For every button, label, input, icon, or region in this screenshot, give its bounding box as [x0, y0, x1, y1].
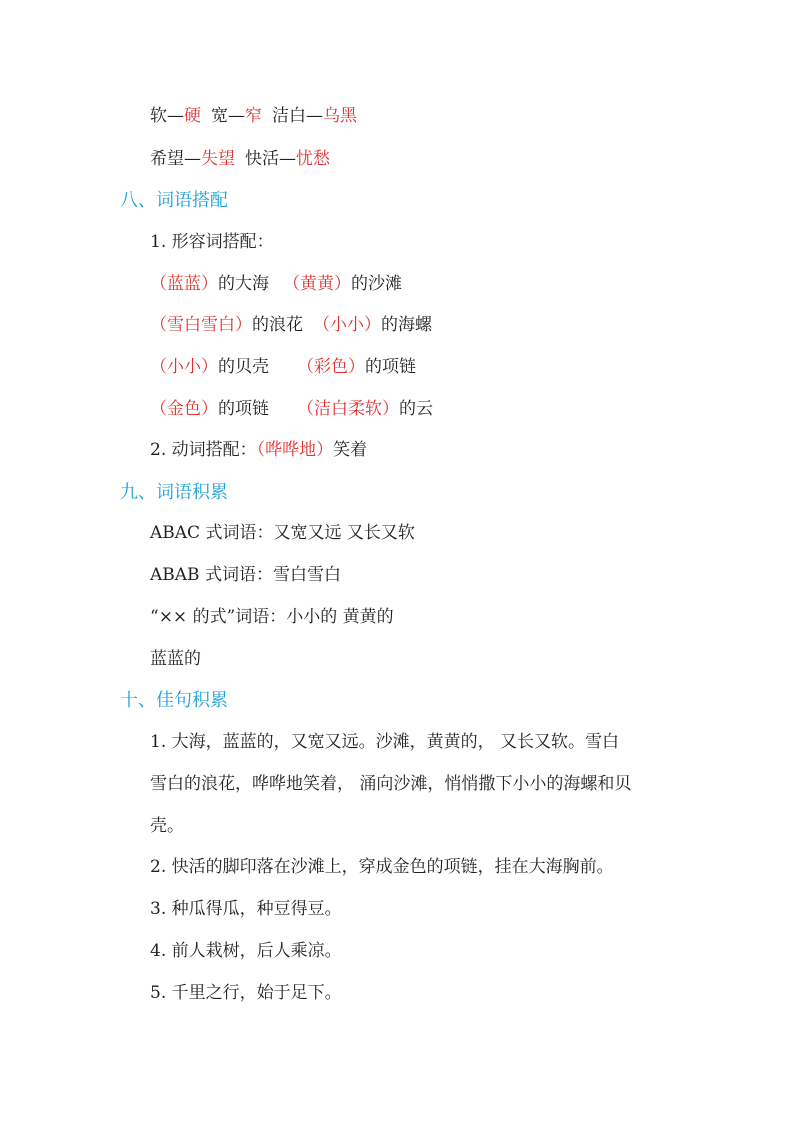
sentence-line: 5. 千里之行，始于足下。 — [150, 983, 342, 1003]
dash: — — [279, 149, 296, 169]
item-label: 1. 形容词搭配： — [150, 232, 274, 252]
sentence-line: 4. 前人栽树，后人乘凉。 — [150, 941, 342, 961]
sentence-line: 2. 快活的脚印落在沙滩上，穿成金色的项链，挂在大海胸前。 — [150, 857, 614, 877]
dash: — — [306, 106, 323, 126]
antonym-word: 希望 — [150, 149, 184, 169]
collocation-row: （雪白雪白）的浪花 （小小）的海螺 — [150, 315, 432, 335]
vocab-line: ABAB 式词语：雪白雪白 — [150, 565, 341, 585]
antonym-row-1 — [150, 104, 357, 128]
antonym-word: 快活 — [245, 149, 279, 169]
collocation-row: （小小）的贝壳 （彩色）的项链 — [150, 357, 416, 377]
collocation-answer: 蓝蓝 — [167, 274, 201, 294]
collocation-text: 的沙滩 — [351, 274, 402, 294]
collocation-answer: 彩色 — [314, 357, 348, 377]
collocation-answer: 小小 — [330, 315, 364, 335]
antonym-answer: 硬 — [184, 106, 201, 126]
verb-collocation: 2. 动词搭配：（哗哗地）笑着 — [150, 440, 368, 460]
section-heading: 十、佳句积累 — [120, 690, 228, 711]
antonym-row-2 — [150, 147, 330, 171]
sentence-line: 雪白的浪花，哗哗地笑着， 涌向沙滩，悄悄撒下小小的海螺和贝 — [150, 774, 632, 794]
collocation-answer: 雪白雪白 — [167, 315, 235, 335]
collocation-answer: 哗哗地 — [265, 440, 317, 460]
vocab-line: ABAC 式词语：又宽又远 又长又软 — [150, 523, 415, 543]
collocation-text: 的项链 — [218, 399, 269, 419]
collocation-answer: 小小 — [167, 357, 201, 377]
antonym-answer: 窄 — [245, 106, 262, 126]
collocation-row: （蓝蓝）的大海 （黄黄）的沙滩 — [150, 274, 402, 294]
collocation-text: 的项链 — [365, 357, 416, 377]
antonym-answer: 失望 — [201, 149, 235, 169]
antonym-answer: 乌黑 — [323, 106, 357, 126]
vocab-line: 蓝蓝的 — [150, 649, 201, 669]
collocation-text: 的海螺 — [381, 315, 432, 335]
dash: — — [167, 106, 184, 126]
collocation-answer: 黄黄 — [300, 274, 334, 294]
sentence-line: 1. 大海，蓝蓝的，又宽又远。沙滩，黄黄的， 又长又软。雪白 — [150, 732, 620, 752]
sentence-line: 3. 种瓜得瓜，种豆得豆。 — [150, 899, 342, 919]
collocation-text: 的云 — [399, 399, 433, 419]
antonym-answer: 忧愁 — [296, 149, 330, 169]
section-heading: 九、词语积累 — [120, 482, 228, 503]
vocab-line: “×× 的式”词语：小小的 黄黄的 — [150, 607, 394, 627]
collocation-answer: 金色 — [167, 399, 201, 419]
dash: — — [184, 149, 201, 169]
antonym-word: 软 — [150, 106, 167, 126]
collocation-row: （金色）的项链 （洁白柔软）的云 — [150, 399, 433, 419]
section-heading: 八、词语搭配 — [120, 190, 228, 211]
antonym-word: 洁白 — [272, 106, 306, 126]
item-label: 2. 动词搭配： — [150, 440, 257, 460]
collocation-text: 的浪花 — [252, 315, 303, 335]
collocation-answer: 洁白柔软 — [314, 399, 382, 419]
collocation-text: 笑着 — [333, 440, 368, 460]
collocation-text: 的贝壳 — [218, 357, 269, 377]
antonym-word: 宽 — [211, 106, 228, 126]
collocation-text: 的大海 — [218, 274, 269, 294]
dash: — — [228, 106, 245, 126]
sentence-line: 壳。 — [150, 816, 184, 836]
